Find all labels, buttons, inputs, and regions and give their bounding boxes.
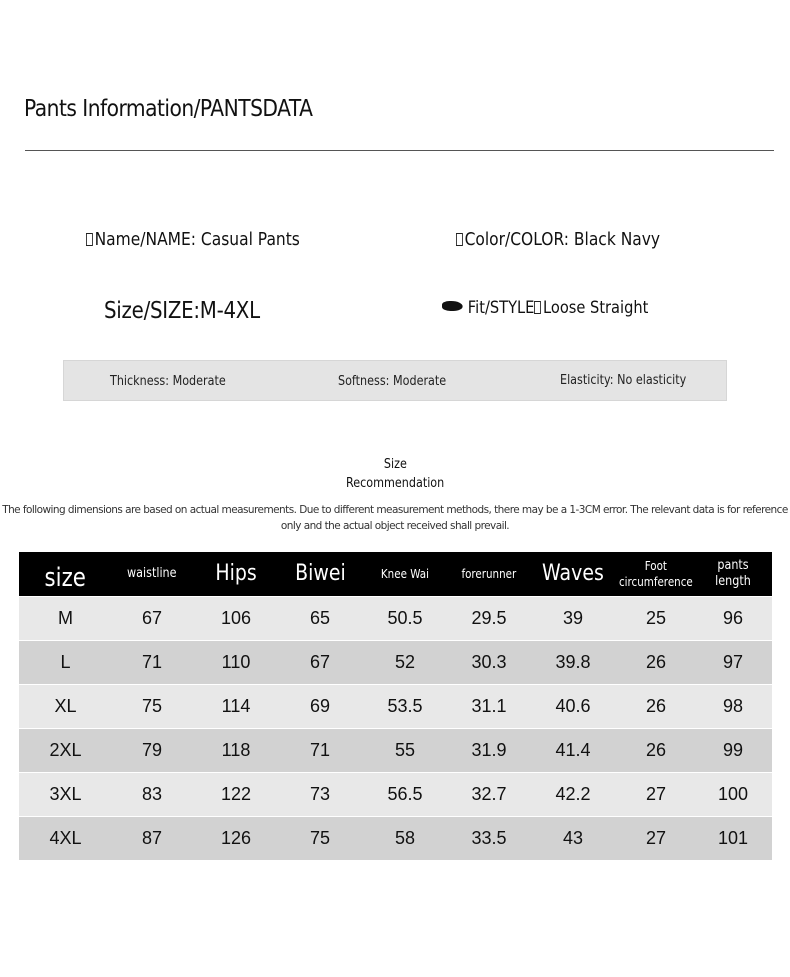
cell-size: XL [54, 696, 77, 716]
cell-forerunner: 29.5 [471, 608, 507, 628]
bullet-square-icon [456, 233, 463, 246]
softness-property: Softness: Moderate [338, 374, 447, 389]
table-row [19, 772, 772, 816]
cell-length: 97 [722, 652, 744, 672]
cell-knee: 52 [394, 652, 416, 672]
cell-forerunner: 31.9 [471, 740, 507, 760]
cell-waves: 41.4 [555, 740, 591, 760]
title-divider [25, 150, 774, 151]
cell-length: 101 [717, 828, 749, 848]
cell-length: 98 [722, 696, 744, 716]
header-size: size [44, 563, 87, 593]
fit-value: Loose Straight [542, 298, 649, 318]
measurement-disclaimer: The following dimensions are based on actual measurements. Due to different measurement methods, there may be a 1-3CM error. The relevant data is for reference only and the actual object received shall prevail. [2, 504, 788, 532]
table-header [19, 552, 772, 596]
product-color [456, 229, 660, 250]
cell-biwei: 69 [309, 696, 331, 716]
table-row [19, 640, 772, 684]
size-heading [0, 457, 790, 472]
cell-forerunner: 32.7 [471, 784, 507, 804]
cell-foot: 25 [645, 608, 667, 628]
cell-waves: 43 [562, 828, 584, 848]
cell-foot: 26 [645, 740, 667, 760]
cell-hips: 114 [221, 696, 251, 716]
cell-size: 2XL [49, 740, 82, 760]
header-length: pants length [715, 558, 751, 589]
cell-biwei: 67 [309, 652, 331, 672]
header-waves: Waves [542, 561, 604, 586]
header-biwei: Biwei [294, 561, 346, 586]
cell-waistline: 75 [141, 696, 163, 716]
cell-waves: 39 [562, 608, 584, 628]
cell-forerunner: 31.1 [471, 696, 507, 716]
cell-foot: 27 [645, 784, 667, 804]
product-fit [442, 298, 648, 318]
cell-foot: 26 [645, 696, 667, 716]
cell-biwei: 75 [309, 828, 331, 848]
cell-hips: 122 [220, 784, 252, 804]
fit-label: Fit/STYLE [467, 298, 535, 318]
cell-knee: 53.5 [387, 696, 423, 716]
table-row [19, 728, 772, 772]
size-heading-line1: Size [383, 457, 407, 472]
table-row [19, 816, 772, 860]
cell-hips: 110 [221, 652, 251, 672]
cell-hips: 106 [220, 608, 252, 628]
cell-biwei: 71 [309, 740, 331, 760]
cell-knee: 56.5 [387, 784, 423, 804]
header-hips: Hips [215, 561, 257, 586]
size-heading-line2: Recommendation [345, 476, 445, 491]
cell-biwei: 73 [309, 784, 331, 804]
product-size-range: Size/SIZE:M-4XL [104, 298, 260, 324]
cell-biwei: 65 [309, 608, 331, 628]
properties-bar [63, 360, 727, 401]
size-table [19, 552, 772, 860]
cell-waistline: 79 [141, 740, 163, 760]
cell-waistline: 87 [141, 828, 163, 848]
table-row [19, 684, 772, 728]
product-color-text: Color/COLOR: Black Navy [464, 229, 661, 250]
cell-size: 3XL [49, 784, 82, 804]
cell-hips: 118 [221, 740, 251, 760]
thickness-property: Thickness: Moderate [110, 374, 226, 389]
header-foot: Foot circumference [619, 559, 693, 589]
cell-waves: 42.2 [555, 784, 591, 804]
bullet-square-icon [534, 301, 541, 314]
cell-waistline: 67 [141, 608, 163, 628]
header-forerunner: forerunner [461, 567, 517, 581]
cell-hips: 126 [220, 828, 252, 848]
cell-knee: 55 [394, 740, 416, 760]
cell-size: L [60, 652, 71, 672]
brush-stroke-icon [442, 301, 463, 311]
cell-foot: 26 [645, 652, 667, 672]
cell-foot: 27 [645, 828, 667, 848]
product-name-text: Name/NAME: Casual Pants [94, 229, 300, 250]
cell-size: 4XL [49, 828, 82, 848]
cell-waves: 40.6 [555, 696, 591, 716]
cell-length: 96 [722, 608, 744, 628]
cell-forerunner: 30.3 [471, 652, 507, 672]
bullet-square-icon [86, 233, 93, 246]
cell-length: 99 [722, 740, 744, 760]
cell-length: 100 [717, 784, 749, 804]
elasticity-property: Elasticity: No elasticity [560, 373, 687, 388]
page-title: Pants Information/PANTSDATA [24, 96, 313, 122]
recommendation-heading [0, 476, 790, 491]
cell-waves: 39.8 [555, 652, 591, 672]
cell-knee: 58 [394, 828, 416, 848]
cell-knee: 50.5 [387, 608, 423, 628]
product-name [86, 229, 300, 250]
table-body [19, 596, 772, 860]
table-row [19, 596, 772, 640]
cell-forerunner: 33.5 [471, 828, 507, 848]
cell-waistline: 83 [141, 784, 163, 804]
cell-waistline: 71 [141, 652, 163, 672]
header-waistline: waistline [127, 566, 177, 581]
cell-size: M [58, 608, 73, 628]
header-knee: Knee Wai [380, 567, 430, 581]
